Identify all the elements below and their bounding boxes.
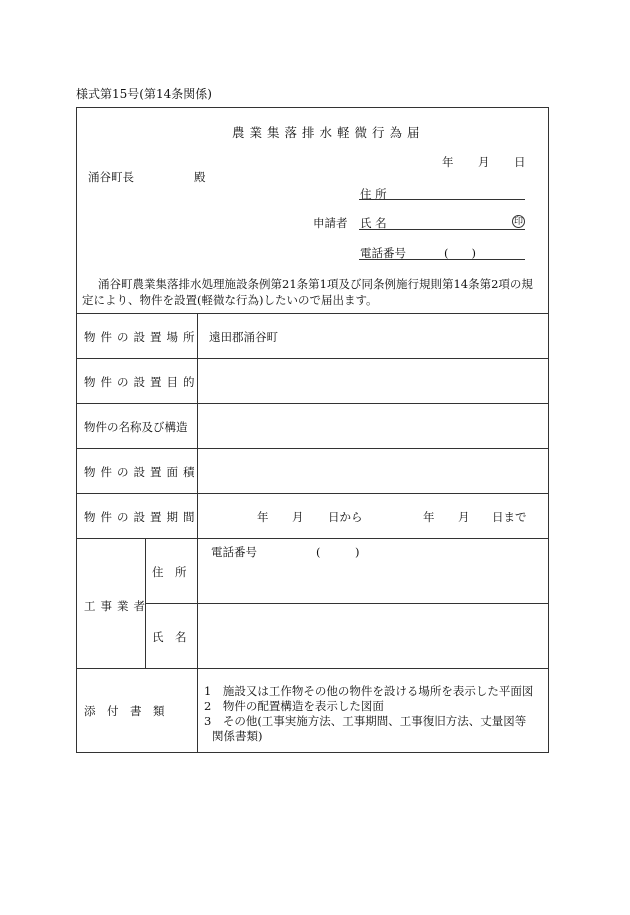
- seal-mark: 印: [513, 217, 523, 227]
- period-from-day: 日から: [328, 510, 363, 524]
- period-from-month: 月: [292, 510, 304, 524]
- location-value[interactable]: 遠田郡涌谷町: [209, 330, 278, 344]
- applicant-phone-paren: ( ): [444, 246, 476, 260]
- date-month-label: 月: [478, 155, 490, 169]
- row-label-location: 物件の設置場所: [84, 330, 200, 344]
- contractor-address-label: 住 所: [152, 565, 187, 579]
- attachments-label: 添 付 書 類: [84, 704, 165, 718]
- contractor-label: 工事業者: [84, 599, 150, 613]
- period-to-year: 年: [423, 510, 435, 524]
- divider: [76, 493, 549, 494]
- applicant-address-line[interactable]: [359, 199, 525, 200]
- divider: [76, 538, 549, 539]
- date-year-label: 年: [442, 155, 454, 169]
- row-label-area: 物件の設置面積: [84, 465, 200, 479]
- attachment-item: 関係書類): [212, 729, 263, 743]
- applicant-phone-label: 電話番号: [360, 246, 406, 260]
- row-label-purpose: 物件の設置目的: [84, 375, 200, 389]
- period-from-year: 年: [257, 510, 269, 524]
- date-day-label: 日: [514, 155, 526, 169]
- period-to-month: 月: [458, 510, 470, 524]
- applicant-phone-line[interactable]: [359, 259, 525, 260]
- addressee-honorific: 殿: [194, 170, 206, 184]
- applicant-address-label: 住 所: [360, 187, 387, 201]
- divider: [76, 313, 549, 314]
- applicant-name-label: 氏 名: [360, 216, 387, 230]
- divider: [76, 403, 549, 404]
- contractor-phone-paren: ( ): [316, 545, 360, 559]
- attachment-item: 1 施設又は工作物その他の物件を設ける場所を表示した平面図: [204, 684, 534, 698]
- period-to-day: 日まで: [492, 510, 527, 524]
- row-label-name-structure: 物件の名称及び構造: [84, 420, 188, 434]
- notice-text: 涌谷町農業集落排水処理施設条例第21条第1項及び同条例施行規則第14条第2項の規定により、物件を設置(軽微な行為)したいので届出ます。: [82, 277, 533, 307]
- divider: [145, 603, 549, 604]
- attachment-item: 2 物件の配置構造を表示した図面: [204, 699, 384, 713]
- applicant-name-line[interactable]: [359, 229, 525, 230]
- row-label-period: 物件の設置期間: [84, 510, 200, 524]
- contractor-phone-label: 電話番号: [211, 545, 257, 559]
- attachment-item: 3 その他(工事実施方法、工事期間、工事復旧方法、丈量図等: [204, 714, 527, 728]
- applicant-label: 申請者: [313, 216, 348, 230]
- divider: [76, 358, 549, 359]
- contractor-name-label: 氏 名: [152, 630, 187, 644]
- form-title: 農業集落排水軽微行為届: [232, 125, 425, 140]
- divider: [76, 668, 549, 669]
- divider: [76, 448, 549, 449]
- form-number-label: 様式第15号(第14条関係): [76, 87, 212, 101]
- addressee-name: 涌谷町長: [88, 170, 134, 184]
